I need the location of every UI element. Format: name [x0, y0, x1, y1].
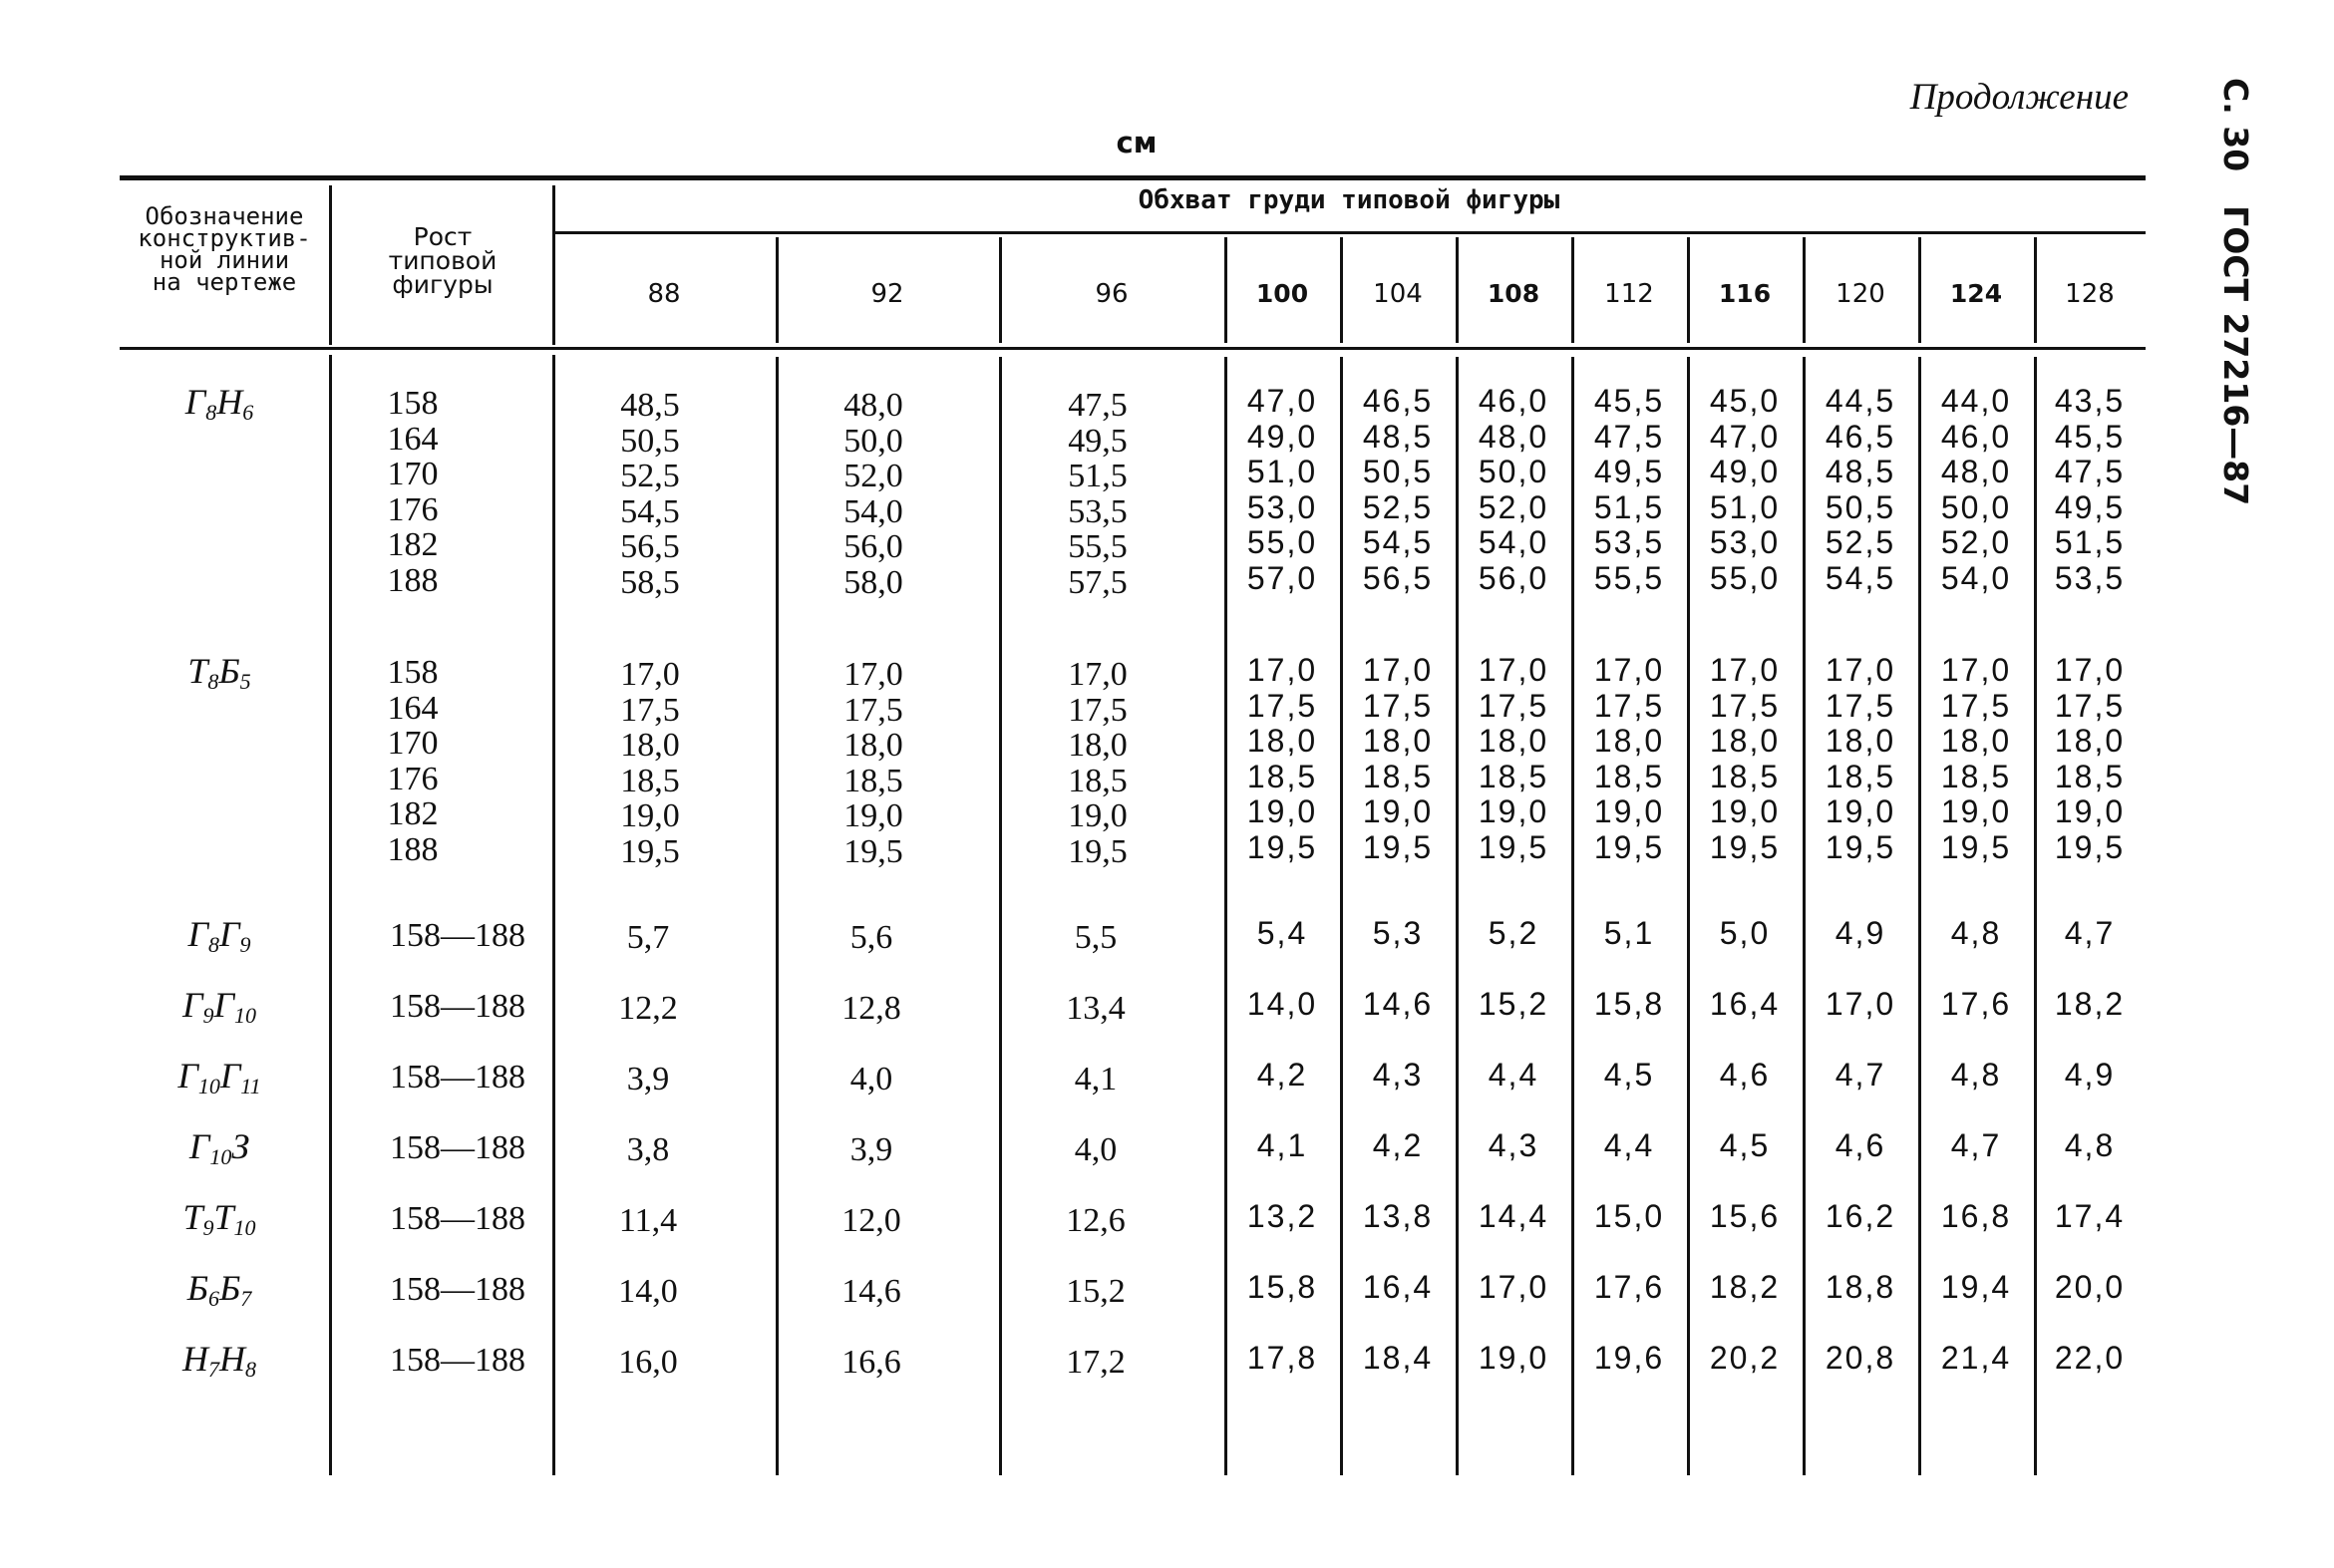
height-value: 164 — [387, 420, 439, 458]
table-cell: 18,5 — [2054, 758, 2126, 794]
table-cell: 56,0 — [843, 528, 903, 565]
table-cell: 4,0 — [1074, 1131, 1118, 1168]
table-cell: 4,6 — [1834, 1127, 1886, 1163]
table-cell: 51,5 — [2054, 524, 2126, 560]
column-header: 128 — [2065, 279, 2115, 309]
table-cell: 56,5 — [1362, 559, 1434, 596]
table-cell: 50,5 — [620, 422, 680, 460]
line-code: $Н_7Н_8$ — [182, 1339, 256, 1382]
table-cell: 15,0 — [1593, 1198, 1665, 1234]
table-cell: 17,0 — [1246, 652, 1318, 688]
table-cell: 19,5 — [1068, 832, 1128, 870]
table-cell: 14,0 — [1246, 986, 1318, 1022]
table-cell: 57,0 — [1246, 559, 1318, 596]
header-bottom-rule — [120, 347, 2146, 350]
height-range: 158—188 — [390, 917, 525, 954]
table-cell: 15,2 — [1066, 1273, 1126, 1310]
column-header: 112 — [1604, 279, 1654, 309]
line-code: $Т_9Т_{10}$ — [182, 1197, 256, 1240]
table-cell: 54,5 — [1362, 524, 1434, 560]
table-cell: 47,5 — [2054, 454, 2126, 489]
col1-header-line: конструктив- — [138, 224, 311, 252]
table-cell: 16,4 — [1362, 1269, 1434, 1305]
table-cell: 13,4 — [1066, 990, 1126, 1027]
table-cell: 48,5 — [1825, 454, 1896, 489]
table-cell: 4,8 — [1950, 1057, 2002, 1093]
column-header: 120 — [1835, 279, 1885, 309]
height-value: 176 — [387, 490, 439, 528]
table-cell: 55,0 — [1709, 559, 1781, 596]
table-cell: 18,5 — [1362, 758, 1434, 794]
column-header: 100 — [1255, 279, 1309, 308]
line-code: $Г_9Г_{10}$ — [182, 985, 256, 1028]
col1-header-line: Обозначение — [145, 202, 304, 230]
col1-header-line: ной линии — [159, 246, 290, 274]
table-cell: 18,4 — [1362, 1340, 1434, 1376]
column-header: 88 — [647, 279, 681, 309]
table-cell: 5,4 — [1256, 915, 1308, 951]
table-cell: 4,2 — [1256, 1057, 1308, 1093]
table-cell: 17,6 — [1593, 1269, 1665, 1305]
table-cell: 17,0 — [1478, 1269, 1549, 1305]
table-cell: 55,5 — [1593, 559, 1665, 596]
table-cell: 55,0 — [1246, 524, 1318, 560]
table-cell: 19,0 — [2054, 793, 2126, 829]
height-value: 170 — [387, 725, 439, 762]
table-cell: 4,7 — [1950, 1127, 2002, 1163]
table-cell: 49,5 — [1593, 454, 1665, 489]
table-cell: 4,5 — [1603, 1057, 1655, 1093]
table-cell: 17,0 — [1940, 652, 2012, 688]
page-number: С. 30 — [2216, 78, 2255, 172]
table-cell: 16,0 — [618, 1344, 678, 1381]
table-cell: 47,0 — [1246, 383, 1318, 419]
table-cell: 17,5 — [1593, 687, 1665, 724]
table-cell: 17,5 — [620, 691, 680, 729]
col2-header — [333, 222, 552, 299]
table-cell: 19,0 — [1593, 793, 1665, 829]
table-cell: 18,5 — [620, 762, 680, 799]
col2-header-line: Рост — [413, 222, 473, 251]
table-cell: 15,8 — [1246, 1269, 1318, 1305]
table-cell: 19,5 — [1825, 828, 1896, 865]
table-cell: 52,0 — [1940, 524, 2012, 560]
table-cell: 17,5 — [1825, 687, 1896, 724]
table-cell: 4,7 — [2064, 915, 2116, 951]
height-value: 170 — [387, 456, 439, 492]
table-cell: 17,0 — [1709, 652, 1781, 688]
height-range: 158—188 — [390, 1200, 525, 1237]
table-cell: 19,5 — [1246, 828, 1318, 865]
table-cell: 19,5 — [1362, 828, 1434, 865]
table-cell: 47,5 — [1068, 387, 1128, 424]
table-cell: 54,5 — [620, 492, 680, 530]
table-cell: 49,5 — [2054, 488, 2126, 525]
table-cell: 55,5 — [1068, 528, 1128, 565]
table-cell: 5,2 — [1488, 915, 1539, 951]
table-cell: 46,0 — [1940, 418, 2012, 455]
standard-number: ГОСТ 27216—87 — [2216, 205, 2255, 506]
table-cell: 49,0 — [1709, 454, 1781, 489]
table-cell: 18,5 — [1940, 758, 2012, 794]
table-cell: 5,7 — [626, 919, 670, 956]
height-value: 158 — [387, 654, 439, 691]
table-cell: 17,8 — [1246, 1340, 1318, 1376]
table-cell: 18,0 — [1593, 723, 1665, 759]
table-cell: 4,0 — [849, 1061, 893, 1098]
column-header: 124 — [1949, 279, 2003, 308]
table-cell: 15,2 — [1478, 986, 1549, 1022]
table-cell: 17,4 — [2054, 1198, 2126, 1234]
table-cell: 14,6 — [1362, 986, 1434, 1022]
table-cell: 54,0 — [1478, 524, 1549, 560]
table-cell: 17,0 — [1825, 986, 1896, 1022]
table-cell: 5,0 — [1719, 915, 1771, 951]
table-cell: 3,9 — [626, 1061, 670, 1098]
table-cell: 17,6 — [1940, 986, 2012, 1022]
table-cell: 4,8 — [1950, 915, 2002, 951]
table-cell: 17,0 — [843, 656, 903, 693]
table-cell: 47,0 — [1709, 418, 1781, 455]
table-cell: 52,5 — [1362, 488, 1434, 525]
table-cell: 54,5 — [1825, 559, 1896, 596]
divider-col1 — [329, 185, 332, 345]
height-range: 158—188 — [390, 1271, 525, 1308]
height-value: 188 — [387, 830, 439, 868]
span-header-rule — [552, 231, 2146, 234]
table-cell: 17,5 — [843, 691, 903, 729]
table-cell: 17,5 — [1940, 687, 2012, 724]
table-cell: 50,0 — [843, 422, 903, 460]
height-range: 158—188 — [390, 988, 525, 1025]
table-cell: 12,6 — [1066, 1202, 1126, 1239]
table-cell: 18,0 — [1246, 723, 1318, 759]
col1-header-line: на чертеже — [152, 268, 297, 296]
height-value: 188 — [387, 561, 439, 599]
table-cell: 47,5 — [1593, 418, 1665, 455]
table-cell: 18,5 — [1825, 758, 1896, 794]
table-cell: 17,0 — [1825, 652, 1896, 688]
table-cell: 19,0 — [1478, 793, 1549, 829]
table-cell: 45,5 — [1593, 383, 1665, 419]
table-cell: 17,0 — [1362, 652, 1434, 688]
table-cell: 43,5 — [2054, 383, 2126, 419]
table-cell: 48,5 — [1362, 418, 1434, 455]
table-cell: 17,0 — [1068, 656, 1128, 693]
table-cell: 18,5 — [1068, 762, 1128, 799]
table-cell: 4,3 — [1372, 1057, 1424, 1093]
table-cell: 19,0 — [1825, 793, 1896, 829]
divider-col1-body — [329, 355, 332, 1475]
table-cell: 14,6 — [841, 1273, 901, 1310]
table-cell: 58,5 — [620, 563, 680, 601]
table-cell: 52,0 — [843, 458, 903, 494]
table-cell: 17,2 — [1066, 1344, 1126, 1381]
table-cell: 5,6 — [849, 919, 893, 956]
table-cell: 19,0 — [1709, 793, 1781, 829]
table-cell: 46,0 — [1478, 383, 1549, 419]
table-cell: 18,0 — [1068, 727, 1128, 764]
line-code: $Г_{10}З$ — [188, 1126, 250, 1169]
table-cell: 17,5 — [1478, 687, 1549, 724]
table-cell: 5,3 — [1372, 915, 1424, 951]
table-cell: 16,2 — [1825, 1198, 1896, 1234]
height-value: 182 — [387, 795, 439, 832]
table-cell: 18,2 — [1709, 1269, 1781, 1305]
table-cell: 18,5 — [1478, 758, 1549, 794]
table-cell: 56,5 — [620, 528, 680, 565]
table-cell: 12,2 — [618, 990, 678, 1027]
line-code: $Б_6Б_7$ — [186, 1268, 252, 1311]
height-value: 182 — [387, 526, 439, 563]
table-cell: 57,5 — [1068, 563, 1128, 601]
table-cell: 4,6 — [1719, 1057, 1771, 1093]
table-cell: 45,0 — [1709, 383, 1781, 419]
table-cell: 16,8 — [1940, 1198, 2012, 1234]
table-cell: 19,5 — [1478, 828, 1549, 865]
table-cell: 53,5 — [1593, 524, 1665, 560]
table-cell: 15,8 — [1593, 986, 1665, 1022]
table-cell: 22,0 — [2054, 1340, 2126, 1376]
table-cell: 3,9 — [849, 1131, 893, 1168]
table-cell: 17,0 — [2054, 652, 2126, 688]
table-cell: 19,0 — [843, 797, 903, 834]
table-cell: 16,6 — [841, 1344, 901, 1381]
table-cell: 15,6 — [1709, 1198, 1781, 1234]
table-cell: 17,5 — [1362, 687, 1434, 724]
table-cell: 53,5 — [2054, 559, 2126, 596]
table-cell: 4,2 — [1372, 1127, 1424, 1163]
table-cell: 13,8 — [1362, 1198, 1434, 1234]
table-cell: 20,0 — [2054, 1269, 2126, 1305]
table-cell: 19,5 — [620, 832, 680, 870]
table-cell: 51,5 — [1593, 488, 1665, 525]
column-header: 108 — [1487, 279, 1540, 308]
table-cell: 19,0 — [1362, 793, 1434, 829]
table-cell: 52,5 — [1825, 524, 1896, 560]
height-range: 158—188 — [390, 1342, 525, 1379]
table-cell: 52,5 — [620, 458, 680, 494]
table-cell: 4,3 — [1488, 1127, 1539, 1163]
table-cell: 4,9 — [1834, 915, 1886, 951]
table-cell: 19,4 — [1940, 1269, 2012, 1305]
table-cell: 50,0 — [1940, 488, 2012, 525]
table-cell: 58,0 — [843, 563, 903, 601]
table-cell: 19,0 — [620, 797, 680, 834]
table-cell: 46,5 — [1362, 383, 1434, 419]
table-cell: 19,5 — [1940, 828, 2012, 865]
table-cell: 18,0 — [1825, 723, 1896, 759]
table-cell: 44,0 — [1940, 383, 2012, 419]
table-cell: 18,5 — [1593, 758, 1665, 794]
table-top-rule — [120, 175, 2146, 180]
table-cell: 19,6 — [1593, 1340, 1665, 1376]
unit-label: см — [1116, 126, 1158, 159]
table-cell: 52,0 — [1478, 488, 1549, 525]
table-cell: 13,2 — [1246, 1198, 1318, 1234]
table-cell: 53,0 — [1709, 524, 1781, 560]
table-cell: 18,0 — [1478, 723, 1549, 759]
table-cell: 53,5 — [1068, 492, 1128, 530]
table-cell: 48,5 — [620, 387, 680, 424]
table-cell: 17,5 — [1068, 691, 1128, 729]
table-cell: 5,1 — [1603, 915, 1655, 951]
table-cell: 17,0 — [1478, 652, 1549, 688]
table-cell: 56,0 — [1478, 559, 1549, 596]
table-cell: 21,4 — [1940, 1340, 2012, 1376]
line-code: $Г_8Г_9$ — [187, 914, 251, 957]
table-cell: 19,5 — [1709, 828, 1781, 865]
col2-header-line: типовой — [388, 246, 498, 275]
table-cell: 5,5 — [1074, 919, 1118, 956]
table-cell: 4,4 — [1603, 1127, 1655, 1163]
table-cell: 3,8 — [626, 1131, 670, 1168]
table-cell: 18,5 — [843, 762, 903, 799]
table-cell: 20,8 — [1825, 1340, 1896, 1376]
column-header: 104 — [1373, 279, 1423, 309]
table-cell: 51,5 — [1068, 458, 1128, 494]
table-cell: 14,4 — [1478, 1198, 1549, 1234]
table-cell: 50,0 — [1478, 454, 1549, 489]
table-cell: 17,5 — [2054, 687, 2126, 724]
table-cell: 18,5 — [1709, 758, 1781, 794]
table-cell: 50,5 — [1362, 454, 1434, 489]
table-cell: 19,0 — [1246, 793, 1318, 829]
continued-label: Продолжение — [1909, 77, 2129, 118]
height-range: 158—188 — [390, 1059, 525, 1096]
table-cell: 12,8 — [841, 990, 901, 1027]
table-cell: 51,0 — [1709, 488, 1781, 525]
table-cell: 48,0 — [1940, 454, 2012, 489]
table-cell: 4,7 — [1834, 1057, 1886, 1093]
table-cell: 20,2 — [1709, 1340, 1781, 1376]
table-cell: 51,0 — [1246, 454, 1318, 489]
table-cell: 17,0 — [1593, 652, 1665, 688]
table-cell: 18,0 — [1362, 723, 1434, 759]
table-cell: 19,5 — [1593, 828, 1665, 865]
table-cell: 54,0 — [1940, 559, 2012, 596]
column-header: 116 — [1718, 279, 1772, 308]
table-cell: 19,5 — [2054, 828, 2126, 865]
table-cell: 4,4 — [1488, 1057, 1539, 1093]
table-cell: 54,0 — [843, 492, 903, 530]
table-cell: 17,5 — [1246, 687, 1318, 724]
table-cell: 19,0 — [1068, 797, 1128, 834]
table-cell: 4,1 — [1074, 1061, 1118, 1098]
column-header: 96 — [1095, 279, 1129, 309]
table-cell: 49,0 — [1246, 418, 1318, 455]
table-cell: 19,0 — [1940, 793, 2012, 829]
table-cell: 16,4 — [1709, 986, 1781, 1022]
table-cell: 12,0 — [841, 1202, 901, 1239]
line-code: $Т_8Б_5$ — [187, 651, 251, 694]
table-cell: 19,5 — [843, 832, 903, 870]
table-cell: 18,2 — [2054, 986, 2126, 1022]
table-cell: 45,5 — [2054, 418, 2126, 455]
table-cell: 53,0 — [1246, 488, 1318, 525]
table-cell: 49,5 — [1068, 422, 1128, 460]
table-cell: 4,5 — [1719, 1127, 1771, 1163]
table-cell: 4,8 — [2064, 1127, 2116, 1163]
table-cell: 4,1 — [1256, 1127, 1308, 1163]
table-cell: 18,0 — [843, 727, 903, 764]
table-cell: 18,0 — [2054, 723, 2126, 759]
line-code: $Г_8Н_6$ — [184, 382, 254, 425]
side-header — [2216, 78, 2255, 539]
table-cell: 11,4 — [618, 1202, 678, 1239]
table-cell: 48,0 — [1478, 418, 1549, 455]
table-cell: 50,5 — [1825, 488, 1896, 525]
table-cell: 19,0 — [1478, 1340, 1549, 1376]
table-cell: 18,0 — [1709, 723, 1781, 759]
table-cell: 18,0 — [1940, 723, 2012, 759]
height-value: 158 — [387, 385, 439, 422]
table-cell: 17,0 — [620, 656, 680, 693]
table-cell: 18,5 — [1246, 758, 1318, 794]
table-cell: 46,5 — [1825, 418, 1896, 455]
height-value: 176 — [387, 760, 439, 797]
table-cell: 14,0 — [618, 1273, 678, 1310]
col1-header — [120, 202, 329, 296]
line-code: $Г_{10}Г_{11}$ — [177, 1056, 261, 1098]
table-cell: 17,5 — [1709, 687, 1781, 724]
table-cell: 44,5 — [1825, 383, 1896, 419]
table-cell: 48,0 — [843, 387, 903, 424]
table-cell: 18,0 — [620, 727, 680, 764]
table-cell: 4,9 — [2064, 1057, 2116, 1093]
column-header: 92 — [870, 279, 904, 309]
height-value: 164 — [387, 689, 439, 727]
col2-header-line: фигуры — [392, 270, 494, 299]
table-cell: 18,8 — [1825, 1269, 1896, 1305]
span-header: Обхват груди типовой фигуры — [1138, 185, 1560, 215]
height-range: 158—188 — [390, 1129, 525, 1166]
